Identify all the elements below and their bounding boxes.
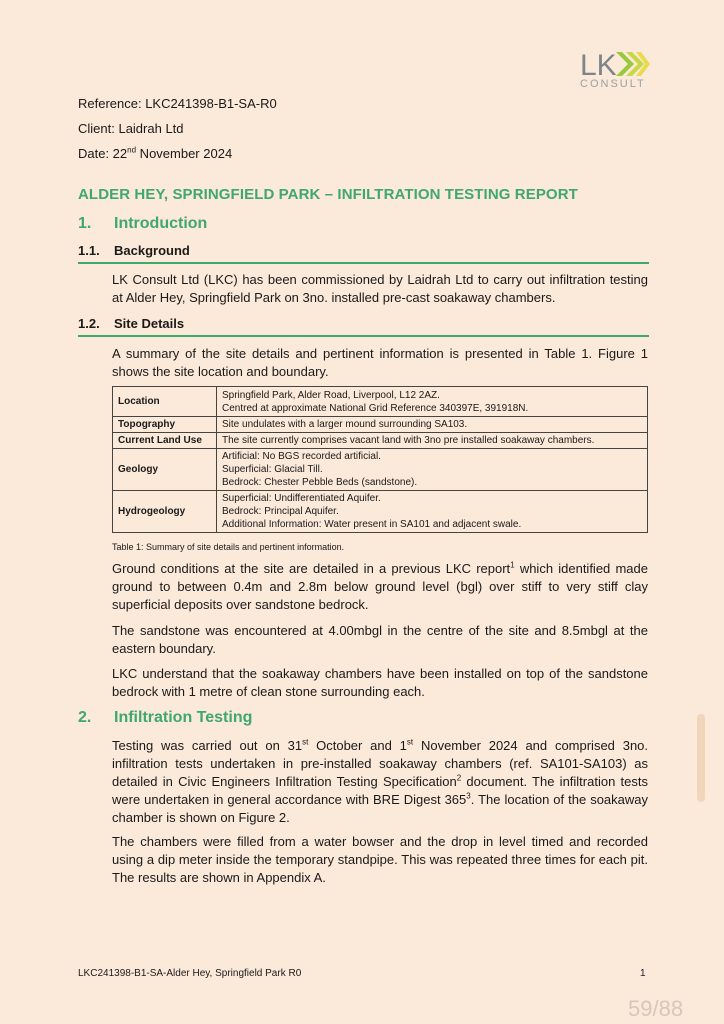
table-key: Current Land Use xyxy=(113,433,217,449)
footer-reference: LKC241398-B1-SA-Alder Hey, Springfield Park R0 xyxy=(78,968,302,979)
table-value: Superficial: Undifferentiated Aquifer. Bedrock: Principal Aquifer. Additional Information: Water present in SA101 and adjacent swale. xyxy=(217,491,648,533)
date: Date: 22nd November 2024 xyxy=(78,145,233,161)
table-key: Location xyxy=(113,387,217,417)
table-value: Springfield Park, Alder Road, Liverpool, L12 2AZ. Centred at approximate National Grid Reference 340397E, 391918N. xyxy=(217,387,648,417)
page-number: 1 xyxy=(640,968,646,979)
reference: Reference: LKC241398-B1-SA-R0 xyxy=(78,96,277,111)
svg-text:LK: LK xyxy=(580,49,617,78)
site-details-paragraph: A summary of the site details and pertinent information is presented in Table 1. Figure 1 shows the site location and boundary. xyxy=(112,346,648,379)
table-key: Geology xyxy=(113,449,217,491)
table-key: Hydrogeology xyxy=(113,491,217,533)
table-row xyxy=(113,387,648,417)
page-counter: 59/88 xyxy=(628,996,684,1021)
table-key: Topography xyxy=(113,417,217,433)
background-paragraph: LK Consult Ltd (LKC) has been commissioned by Laidrah Ltd to carry out infiltration testing at Alder Hey, Springfield Park on 3no. installed pre-cast soakaway chambers. xyxy=(112,272,648,305)
section-1-2-heading: 1.2. Site Details xyxy=(78,316,649,337)
table-row xyxy=(113,449,648,491)
section-2-heading: 2. Infiltration Testing xyxy=(78,709,253,726)
table-row xyxy=(113,433,648,449)
table-value: Site undulates with a larger mound surrounding SA103. xyxy=(217,417,648,433)
section-1-1-heading: 1.1. Background xyxy=(78,243,649,264)
table-value: The site currently comprises vacant land with 3no pre installed soakaway chambers. xyxy=(217,433,648,449)
soakaway-paragraph: LKC understand that the soakaway chambers have been installed on top of the sandstone bedrock with 1 metre of clean stone surrounding each. xyxy=(112,666,648,699)
ground-conditions-paragraph: Ground conditions at the site are detailed in a previous LKC report$^1$ which identified made ground to between 0.4m and 2.8m below ground level (bgl) over stiff to very stiff clay superficial deposits over sandstone bedrock. xyxy=(112,560,648,612)
logo-consult-text: CONSULT xyxy=(580,78,646,90)
site-details-table xyxy=(112,386,648,533)
table-caption: Table 1: Summary of site details and pertinent information. xyxy=(112,542,345,552)
client: Client: Laidrah Ltd xyxy=(78,121,184,136)
lk-logo-mark xyxy=(578,48,650,78)
chambers-paragraph: The chambers were filled from a water bowser and the drop in level timed and recorded using a dip meter inside the temporary standpipe. This was repeated three times for each pit. The results are shown in Appendix A. xyxy=(112,834,648,885)
section-1-heading: 1. Introduction xyxy=(78,215,208,232)
scrollbar-thumb[interactable] xyxy=(697,714,705,802)
table-row xyxy=(113,491,648,533)
testing-paragraph: Testing was carried out on 31st October and 1st November 2024 and comprised 3no. infiltration tests undertaken in pre-installed soakaway chambers (ref. SA101-SA103) as detailed in Civic Engineers Infiltration Testing Specification$^2$ document. The infiltration tests were undertaken in general accordance with BRE Digest $365^3$. The location of the soakaway chamber is shown on Figure 2. xyxy=(112,737,649,825)
sandstone-paragraph: The sandstone was encountered at 4.00mbgl in the centre of the site and 8.5mbgl at the eastern boundary. xyxy=(112,623,648,656)
table-row xyxy=(113,417,648,433)
report-title: ALDER HEY, SPRINGFIELD PARK – INFILTRATION TESTING REPORT xyxy=(78,186,578,203)
table-value: Artificial: No BGS recorded artificial. Superficial: Glacial Till. Bedrock: Chester Pebble Beds (sandstone). xyxy=(217,449,648,491)
